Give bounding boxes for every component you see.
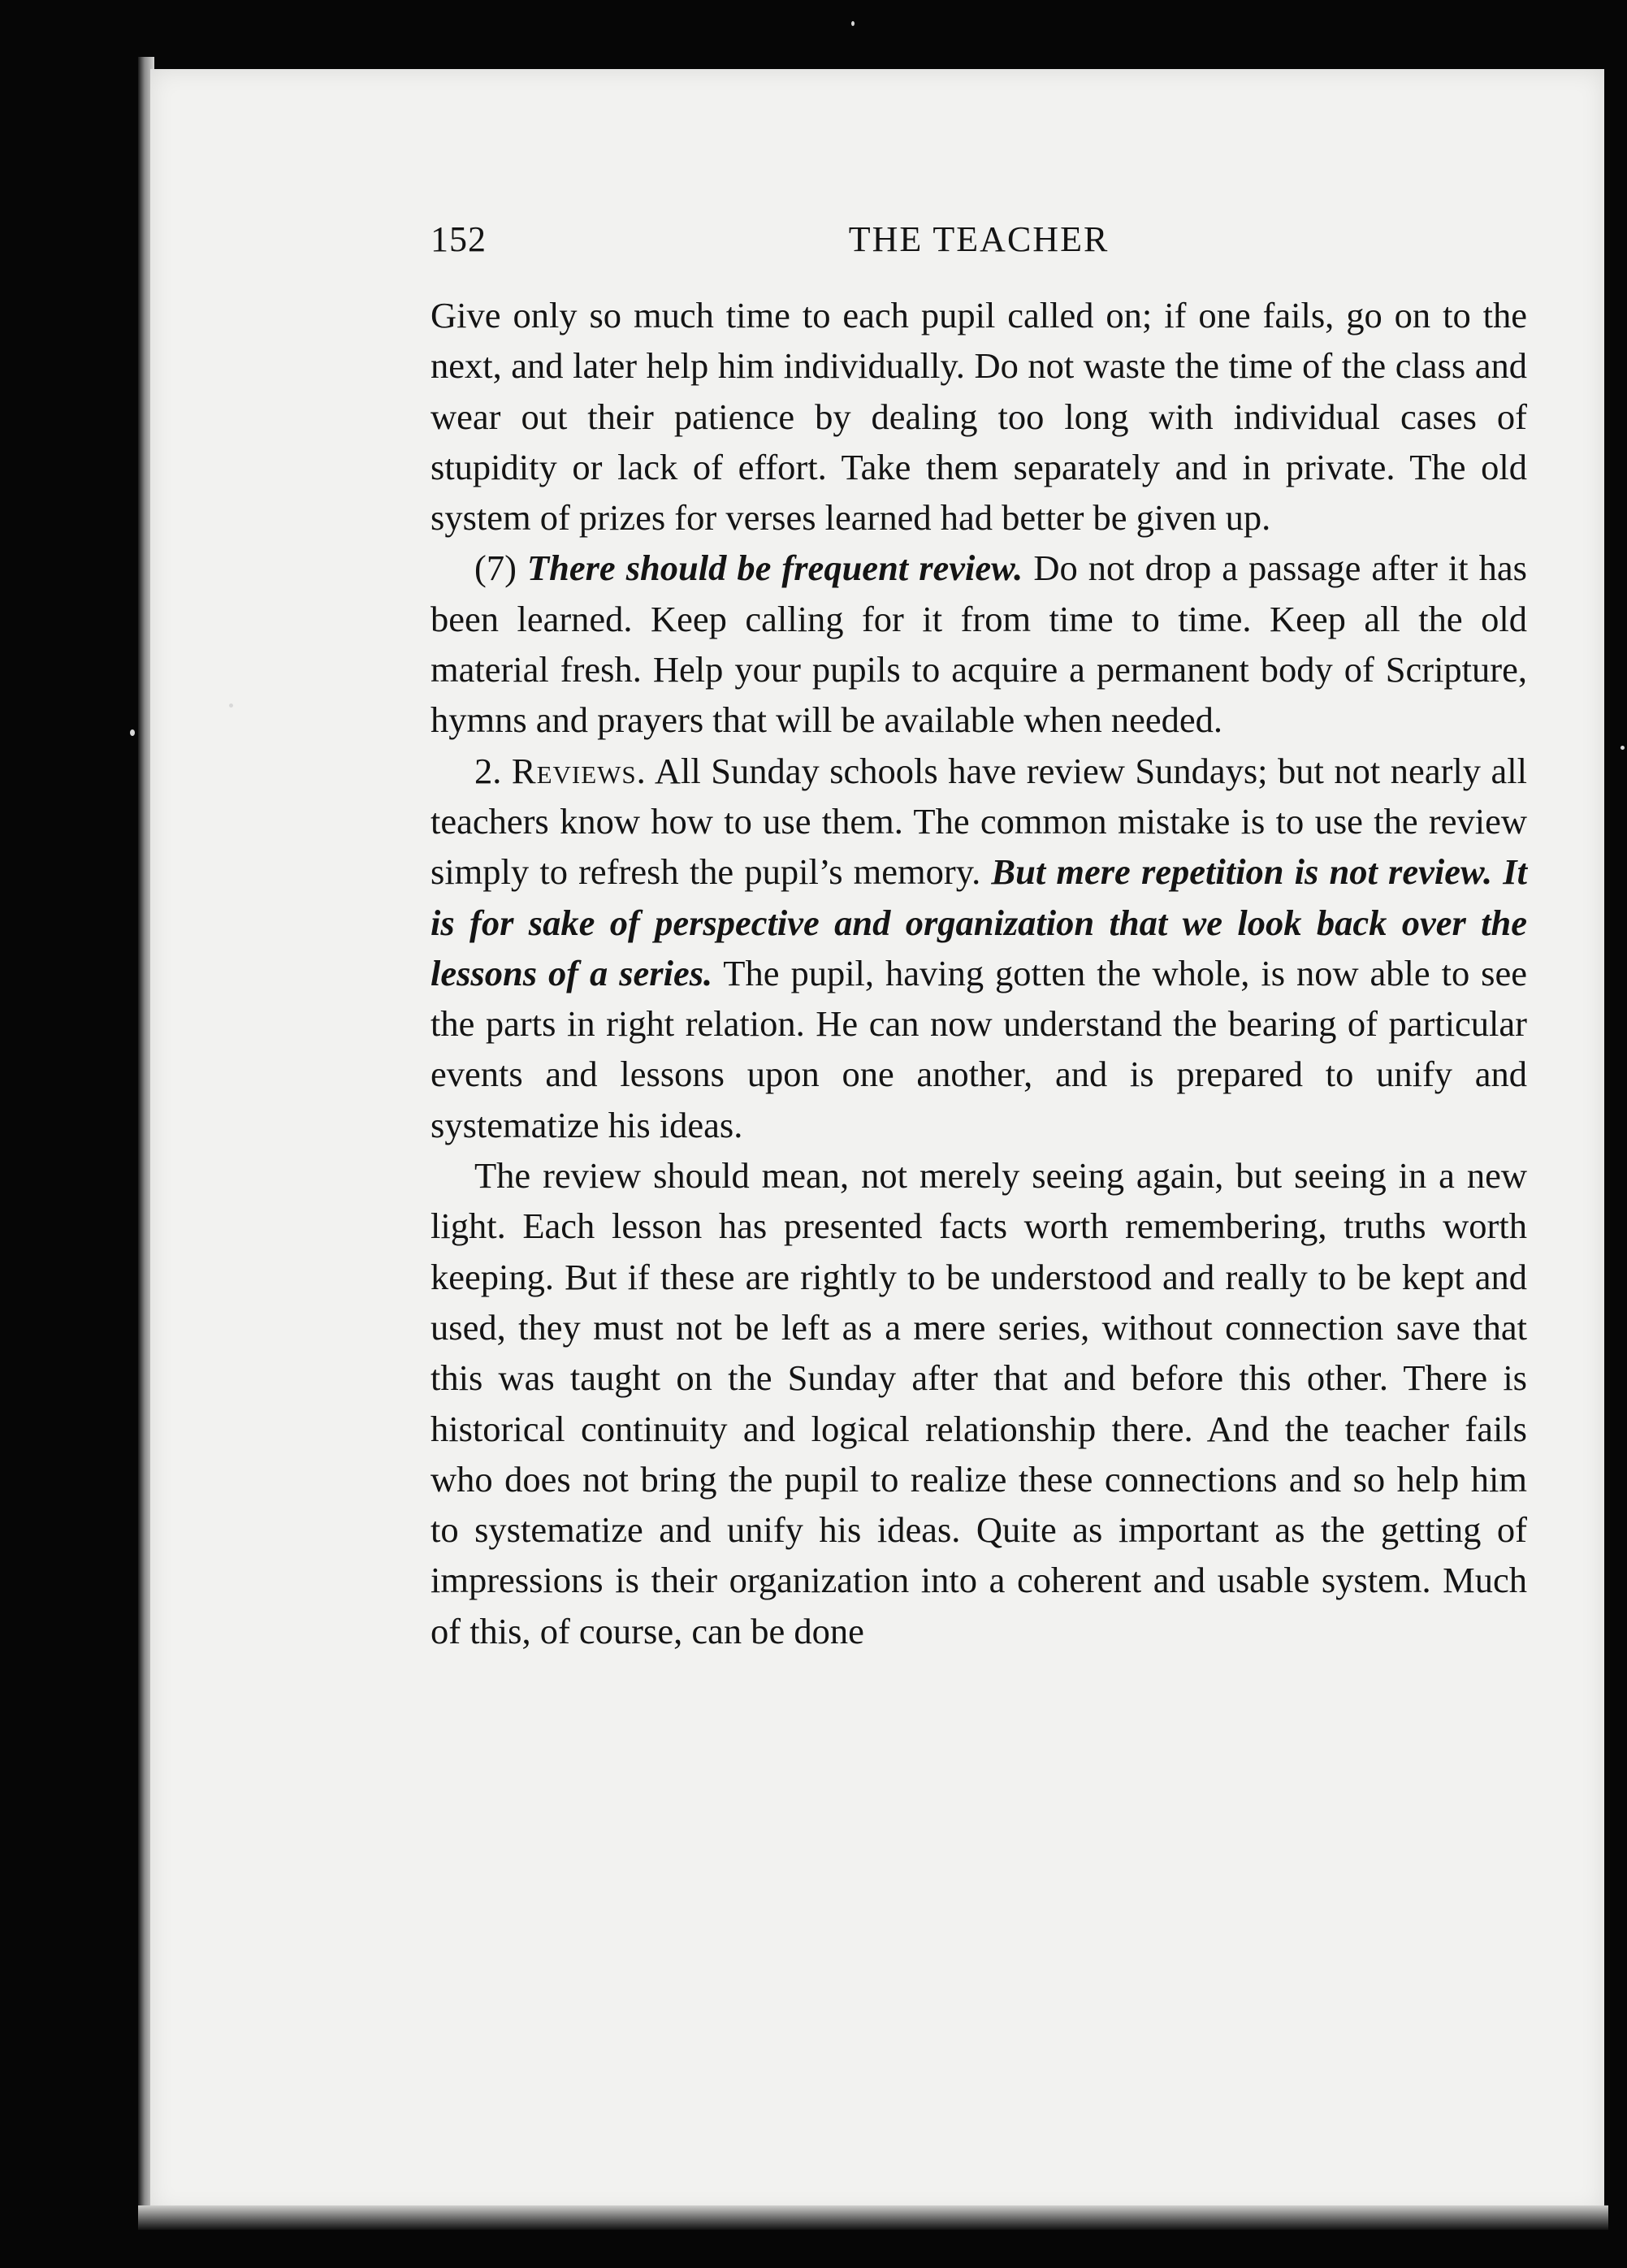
running-head xyxy=(431,207,1527,272)
paragraph xyxy=(431,746,1527,1150)
running-head-title: THE TEACHER xyxy=(848,219,1110,259)
text-run: The pupil, having gotten the whole, is now able to see the parts in right relation. He can now understand the bearing of particular events and lessons upon one another, and is prepared to unify and systematize his ideas. xyxy=(431,952,1527,1145)
paragraph xyxy=(431,543,1527,745)
section-heading-smallcaps: Reviews. xyxy=(511,750,647,791)
page-text-block xyxy=(431,207,1527,1656)
dust-speck xyxy=(1621,746,1625,750)
text-run: All Sunday schools have review Sundays; but not nearly all teachers know how to use them. The common mistake is to use the review simply to refresh the pupil’s memory. xyxy=(431,750,1527,893)
text-run: (7) xyxy=(474,548,527,589)
italic-emphasis: But mere repetition is not review. It is for sake of perspective and organization that we look back over the lessons of a series. xyxy=(431,851,1527,993)
dust-speck xyxy=(229,703,233,708)
dust-speck xyxy=(851,21,855,26)
text-run: 2. xyxy=(474,750,512,791)
text-run: The review should mean, not merely seeing again, but seeing in a new light. Each lesson has presented facts worth remembering, truths worth keeping. But if these are rightly to be understood and really to be kept and used, they must not be left as a mere series, without connection save that this was taught on the Sunday after that and before this other. There is historical continuity and logical relationship there. And the teacher fails who does not bring the pupil to realize these connections and so help him to systematize and unify his ideas. Quite as important as the getting of impressions is their organization into a coherent and usable system. Much of this, of course, can be done xyxy=(431,1155,1527,1651)
dust-speck xyxy=(130,729,135,736)
paragraph xyxy=(431,1150,1527,1656)
book-edge-bottom xyxy=(138,2205,1608,2230)
text-run: Do not drop a passage after it has been learned. Keep calling for it from time to time. Keep all the old material fresh. Help your pupils to acquire a permanent body of Scripture, hymns and prayers that will be available when needed. xyxy=(431,548,1527,741)
body-text xyxy=(431,290,1527,1656)
page-number: 152 xyxy=(431,219,487,259)
italic-emphasis: There should be frequent review. xyxy=(526,548,1023,589)
paragraph xyxy=(431,290,1527,543)
text-run: Give only so much time to each pupil called on; if one fails, go on to the next, and later help him individually. Do not waste the time of the class and wear out their patience by dealing too long with individual cases of stupidity or lack of effort. Take them separately and in private. The old system of prizes for verses learned had better be given up. xyxy=(431,295,1527,539)
